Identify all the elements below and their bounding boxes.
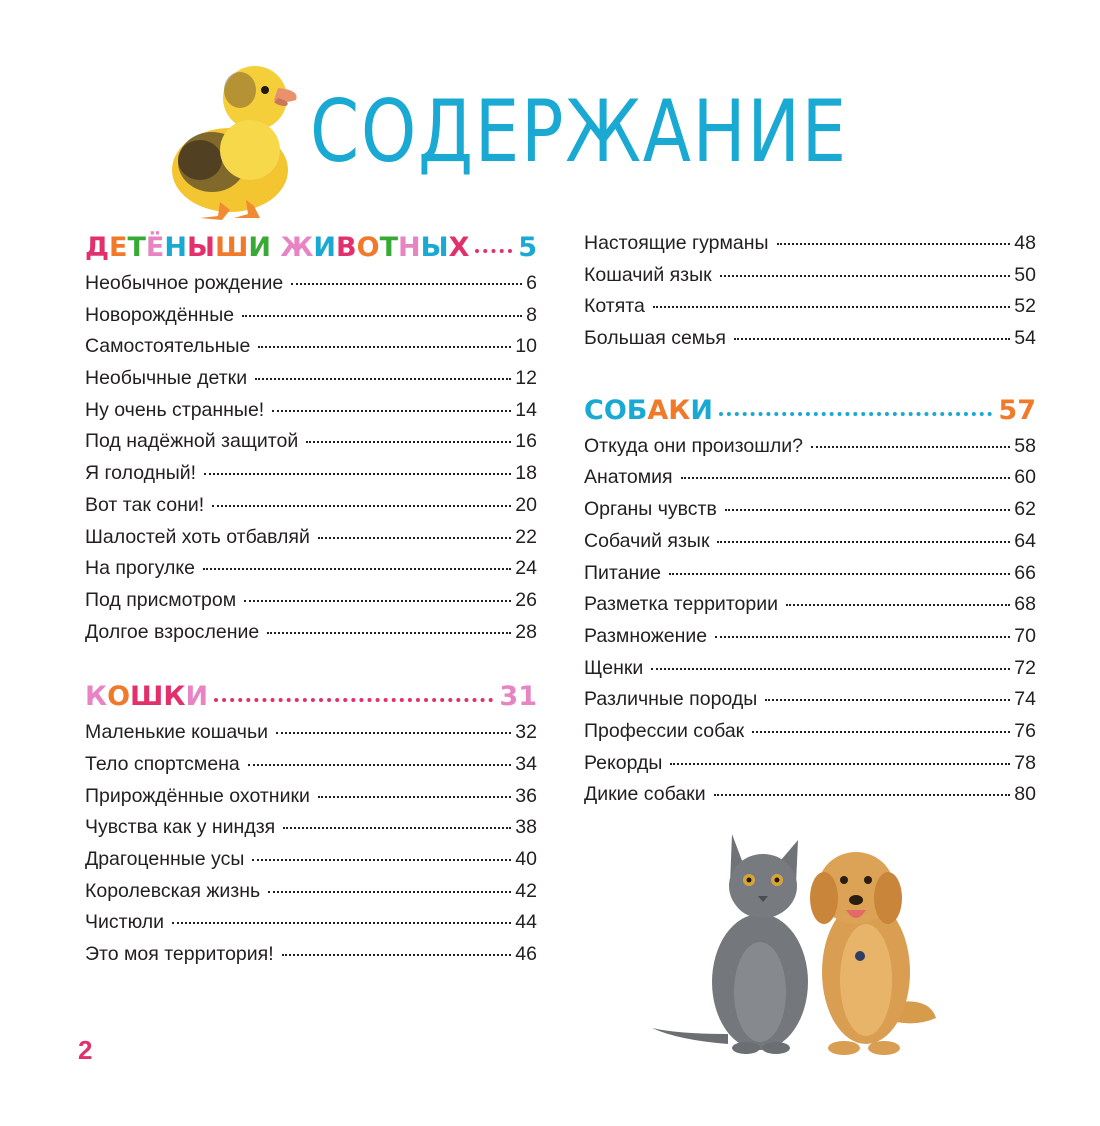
toc-entry-page: 70: [1014, 624, 1036, 647]
toc-entry-page: 52: [1014, 295, 1036, 318]
dot-leader: [291, 283, 522, 285]
toc-entry-title: Маленькие кошачьи: [85, 721, 269, 744]
dot-leader: [318, 796, 511, 798]
toc-entry-title: Шалостей хоть отбавляй: [85, 525, 310, 548]
toc-entry-title: Кошачий язык: [584, 263, 712, 286]
section-heading-babies[interactable]: [85, 232, 537, 272]
dot-leader: [653, 306, 1010, 308]
dot-leader: [725, 509, 1010, 511]
toc-entry-title: Большая семья: [584, 327, 726, 350]
dot-leader: [714, 794, 1011, 796]
page-number: 2: [78, 1035, 93, 1065]
title-letter: К: [85, 681, 108, 713]
dot-leader: [719, 412, 992, 416]
toc-entry-title: Новорождённые: [85, 303, 235, 326]
toc-entry[interactable]: [584, 625, 1036, 657]
dot-leader: [811, 446, 1010, 448]
toc-entry[interactable]: [85, 399, 537, 431]
toc-entry-page: 34: [515, 752, 537, 775]
toc-entry-page: 14: [515, 398, 537, 421]
toc-entry-title: Драгоценные усы: [85, 848, 245, 870]
toc-entry[interactable]: [584, 783, 1036, 815]
dot-leader: [786, 604, 1010, 606]
toc-entry-title: Профессии собак: [584, 719, 745, 742]
dot-leader: [717, 541, 1010, 543]
toc-entry-page: 68: [1014, 593, 1036, 616]
dot-leader: [651, 668, 1010, 670]
dot-leader: [172, 922, 511, 924]
toc-entry-title: Дикие собаки: [584, 783, 706, 806]
toc-entry-page: 48: [1014, 232, 1036, 254]
dot-leader: [752, 731, 1010, 733]
toc-entry-title: Различные породы: [584, 688, 758, 711]
toc-entry-title: Рекорды: [584, 751, 663, 774]
title-letter: Н: [164, 232, 187, 263]
toc-entry[interactable]: [85, 880, 537, 912]
toc-entry-title: Размножение: [584, 624, 708, 647]
dot-leader: [244, 600, 511, 602]
title-letter: Х: [448, 232, 470, 263]
toc-entry[interactable]: [85, 816, 537, 848]
dot-leader: [276, 732, 511, 734]
toc-entry-page: 10: [515, 335, 537, 358]
toc-column-right: [584, 232, 1036, 815]
toc-entry-page: 32: [515, 721, 537, 744]
toc-entry[interactable]: [85, 272, 537, 304]
toc-entry-title: Котята: [584, 295, 645, 318]
toc-entry-page: 50: [1014, 263, 1036, 286]
toc-entry-title: Это моя территория!: [85, 943, 274, 966]
dot-leader: [258, 346, 511, 348]
title-letter: Ы: [420, 232, 449, 263]
title-letter: И: [313, 232, 337, 263]
toc-entry-title: Чистюли: [85, 911, 165, 934]
section-page-number: 31: [499, 681, 537, 713]
toc-entry-title: Прирождённые охотники: [85, 784, 310, 807]
toc-entry[interactable]: [85, 494, 537, 526]
toc-entry-title: Я голодный!: [85, 462, 197, 485]
dot-leader: [283, 827, 511, 829]
toc-entry-page: 64: [1014, 529, 1036, 552]
toc-entry-page: 44: [515, 911, 537, 934]
toc-entry[interactable]: [85, 621, 537, 653]
toc-entry[interactable]: [85, 943, 537, 975]
toc-entry-title: Чувства как у ниндзя: [85, 816, 276, 839]
toc-entry-title: Органы чувств: [584, 498, 717, 521]
dot-leader: [248, 764, 512, 766]
toc-list-dogs: [584, 435, 1036, 815]
toc-entry-page: 74: [1014, 688, 1036, 711]
duckling-illustration: [160, 50, 310, 222]
toc-entry[interactable]: [85, 526, 537, 558]
cat-and-dog-illustration: [648, 822, 938, 1062]
toc-entry-page: 36: [515, 784, 537, 807]
toc-column-left: [85, 232, 537, 975]
toc-entry-page: 66: [1014, 561, 1036, 584]
dot-leader: [204, 473, 511, 475]
toc-entry-title: Долгое взросление: [85, 620, 260, 643]
toc-entry-title: Питание: [584, 561, 661, 584]
dot-leader: [475, 249, 512, 253]
toc-entry-page: 20: [515, 493, 537, 516]
toc-entry-page: 24: [515, 557, 537, 580]
section-page-number: 57: [998, 394, 1036, 426]
toc-entry-title: Тело спортсмена: [85, 752, 240, 775]
toc-entry-page: 6: [526, 272, 537, 294]
toc-entry-title: Собачий язык: [584, 529, 710, 552]
toc-entry[interactable]: [584, 327, 1036, 359]
section-title-dogs: [584, 395, 713, 426]
title-letter: Ж: [280, 232, 314, 263]
toc-entry[interactable]: [85, 304, 537, 336]
title-letter: Т: [379, 232, 398, 263]
section-heading-dogs[interactable]: [584, 395, 1036, 435]
toc-entry[interactable]: [85, 557, 537, 589]
toc-entry[interactable]: [584, 295, 1036, 327]
dot-leader: [306, 441, 511, 443]
toc-entry[interactable]: [85, 785, 537, 817]
title-letter: О: [603, 394, 627, 426]
toc-entry-title: На прогулке: [85, 557, 196, 580]
dot-leader: [267, 632, 511, 634]
title-letter: Д: [85, 232, 110, 263]
toc-entry[interactable]: [584, 657, 1036, 689]
dot-leader: [318, 537, 511, 539]
dot-leader: [720, 275, 1011, 277]
toc-entry[interactable]: [584, 530, 1036, 562]
title-letter: Б: [626, 394, 648, 426]
title-letter: Ё: [145, 232, 165, 263]
toc-list-cats-part2: [584, 232, 1036, 359]
toc-entry-title: Под присмотром: [85, 588, 237, 611]
toc-entry-page: 40: [515, 848, 537, 870]
title-letter: И: [185, 681, 209, 713]
toc-entry-page: 62: [1014, 498, 1036, 521]
title-letter: В: [336, 232, 357, 263]
toc-entry[interactable]: [584, 264, 1036, 296]
title-letter: Н: [397, 232, 421, 263]
section-page-number: 5: [518, 232, 537, 263]
title-letter: Ш: [130, 681, 164, 713]
dot-leader: [734, 338, 1010, 340]
toc-entry-page: 42: [515, 879, 537, 902]
toc-entry-title: Под надёжной защитой: [85, 430, 299, 453]
title-letter: [271, 232, 280, 263]
toc-entry-page: 26: [515, 588, 537, 611]
toc-entry-title: Королевская жизнь: [85, 879, 261, 902]
toc-entry-title: Необычные детки: [85, 367, 248, 390]
dot-leader: [272, 410, 511, 412]
toc-entry-page: 78: [1014, 751, 1036, 774]
toc-entry-page: 18: [515, 462, 537, 485]
dot-leader: [282, 954, 512, 956]
toc-entry[interactable]: [584, 435, 1036, 467]
toc-entry[interactable]: [584, 466, 1036, 498]
toc-entry[interactable]: [584, 752, 1036, 784]
toc-entry-title: Разметка территории: [584, 593, 779, 616]
toc-entry-page: 38: [515, 816, 537, 839]
toc-entry-page: 8: [526, 303, 537, 326]
toc-entry-page: 16: [515, 430, 537, 453]
toc-list-cats-part1: [85, 721, 537, 975]
dot-leader: [268, 891, 511, 893]
toc-entry-title: Самостоятельные: [85, 335, 251, 358]
toc-entry-title: Откуда они произошли?: [584, 434, 803, 457]
toc-entry[interactable]: [584, 232, 1036, 264]
title-letter: Ш: [214, 232, 249, 263]
toc-entry-page: 22: [515, 525, 537, 548]
toc-entry-title: Щенки: [584, 656, 644, 679]
title-letter: И: [248, 232, 271, 263]
toc-entry[interactable]: [85, 721, 537, 753]
toc-entry-page: 46: [515, 943, 537, 966]
section-title-cats: [85, 681, 208, 712]
toc-entry[interactable]: [584, 498, 1036, 530]
dot-leader: [214, 698, 493, 702]
toc-entry-page: 28: [515, 620, 537, 643]
toc-entry-page: 80: [1014, 783, 1036, 806]
toc-entry-title: Настоящие гурманы: [584, 232, 769, 254]
dot-leader: [242, 315, 522, 317]
title-letter: С: [584, 394, 604, 426]
toc-entry-page: 60: [1014, 466, 1036, 489]
toc-entry[interactable]: [85, 335, 537, 367]
toc-entry[interactable]: [85, 848, 537, 880]
title-letter: Е: [109, 232, 128, 263]
toc-entry[interactable]: [584, 562, 1036, 594]
page-title: СОДЕРЖАНИЕ: [310, 82, 848, 182]
dot-leader: [681, 477, 1011, 479]
title-letter: О: [107, 681, 131, 713]
section-heading-cats[interactable]: [85, 681, 537, 721]
dot-leader: [203, 568, 511, 570]
toc-entry-page: 72: [1014, 656, 1036, 679]
toc-entry[interactable]: [85, 753, 537, 785]
dot-leader: [252, 859, 511, 861]
toc-entry-title: Вот так сони!: [85, 493, 205, 516]
toc-entry[interactable]: [584, 593, 1036, 625]
toc-list-babies: [85, 272, 537, 652]
toc-entry[interactable]: [85, 911, 537, 943]
toc-entry[interactable]: [85, 367, 537, 399]
toc-entry[interactable]: [584, 688, 1036, 720]
dot-leader: [777, 243, 1011, 245]
toc-entry[interactable]: [584, 720, 1036, 752]
dot-leader: [669, 573, 1010, 575]
dot-leader: [255, 378, 511, 380]
title-letter: И: [690, 394, 713, 426]
toc-entry[interactable]: [85, 589, 537, 621]
title-letter: О: [356, 232, 380, 263]
title-letter: А: [647, 394, 669, 426]
dot-leader: [670, 763, 1010, 765]
dot-leader: [715, 636, 1010, 638]
toc-entry[interactable]: [85, 462, 537, 494]
toc-entry-page: 58: [1014, 434, 1036, 457]
toc-entry-title: Ну очень странные!: [85, 398, 265, 421]
toc-entry-page: 76: [1014, 719, 1036, 742]
toc-entry-title: Анатомия: [584, 466, 673, 489]
toc-entry-title: Необычное рождение: [85, 272, 284, 294]
dot-leader: [765, 699, 1010, 701]
title-letter: К: [163, 681, 186, 713]
title-letter: Ы: [186, 232, 215, 263]
toc-entry[interactable]: [85, 430, 537, 462]
title-letter: Т: [127, 232, 146, 263]
toc-entry-page: 12: [515, 367, 537, 390]
title-letter: К: [668, 394, 691, 426]
dot-leader: [212, 505, 511, 507]
section-title-babies: [85, 232, 469, 263]
toc-entry-page: 54: [1014, 327, 1036, 350]
